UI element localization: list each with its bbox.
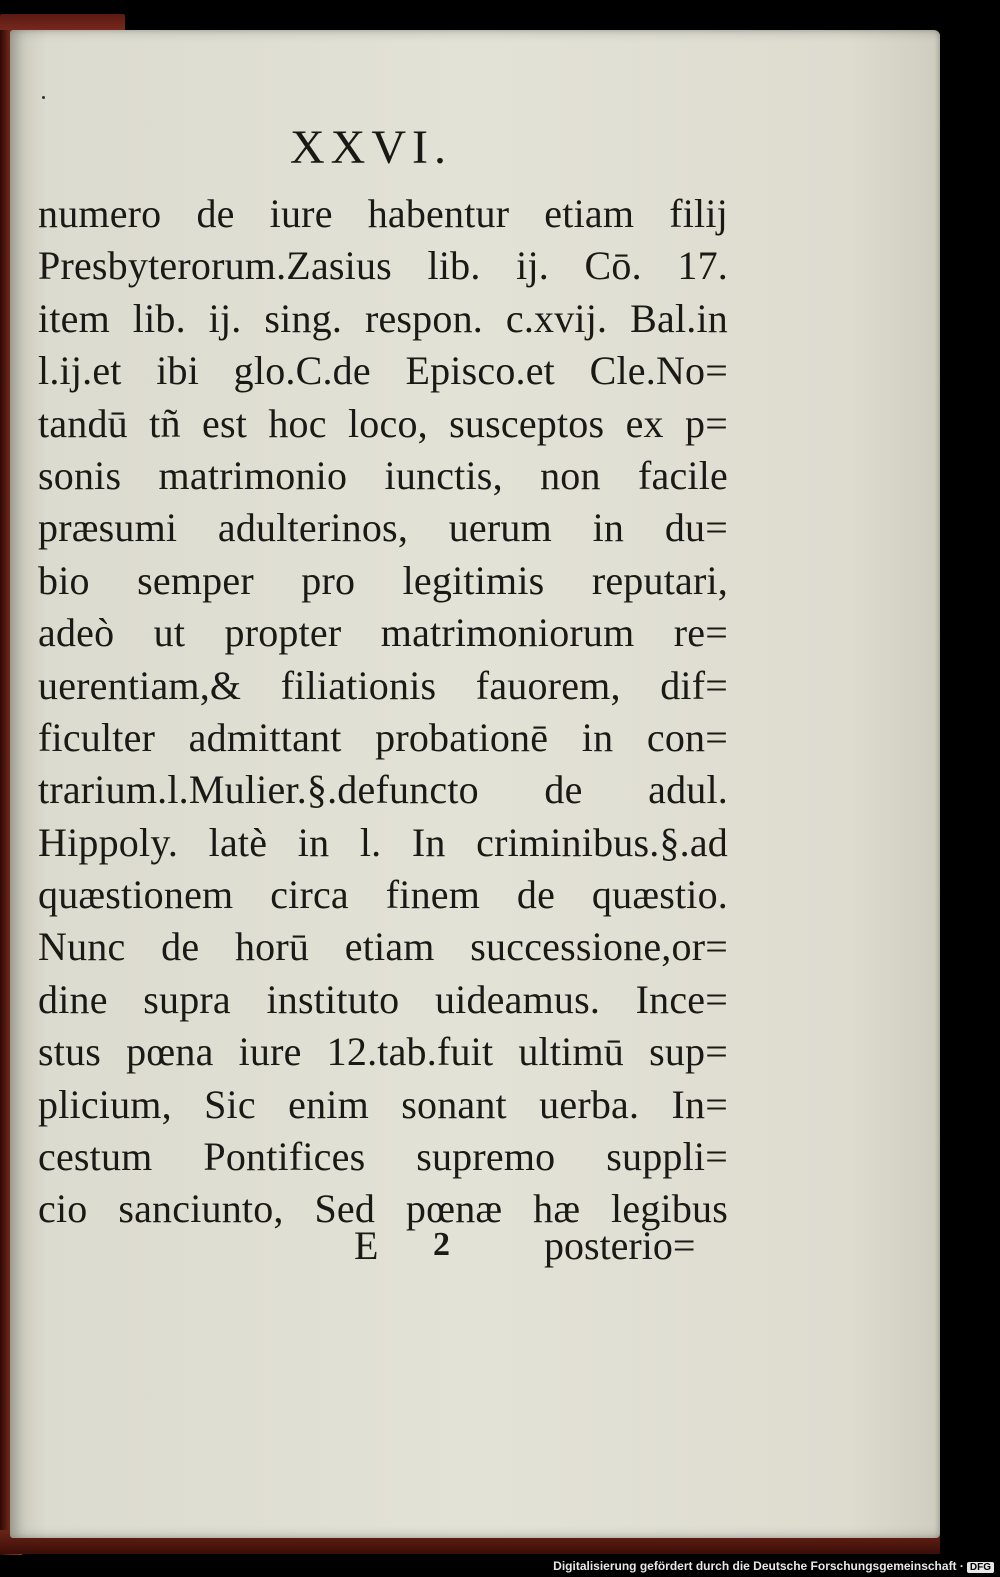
dfg-logo: DFG [967,1562,994,1573]
text-line: plicium, Sic enim sonant uerba. In= [38,1081,728,1127]
text-line: quæstionem circa finem de quæstio. [38,872,728,918]
digitization-credit [553,1559,994,1573]
text-line: stus pœna iure 12.tab.fuit ultimū sup= [38,1029,728,1075]
text-line: item lib. ij. sing. respon. c.xvij. Bal.in [38,295,728,341]
text-line: trarium.l.Mulier.§.defuncto de adul. [38,767,728,813]
text-line: præsumi adulterinos, uerum in du= [38,505,728,551]
text-line: uerentiam,& filiationis fauorem, dif= [38,662,728,708]
running-head: XXVI. [290,121,452,174]
credit-text: Digitalisierung gefördert durch die Deutsche Forschungsgemeinschaft · [553,1559,964,1573]
text-line: Presbyterorum.Zasius lib. ij. Cō. 17. [38,243,728,289]
text-line: cestum Pontifices supremo suppli= [38,1134,728,1180]
text-line: dine supra instituto uideamus. Ince= [38,976,728,1022]
text-line: bio semper pro legitimis reputari, [38,557,728,603]
text-line: l.ij.et ibi glo.C.de Episco.et Cle.No= [38,348,728,394]
ink-spot [42,96,45,99]
text-line: Hippoly. latè in l. In criminibus.§.ad [38,819,728,865]
signature-line [38,1222,728,1278]
body-text [38,188,728,1236]
text-line: Nunc de horū etiam successione,or= [38,924,728,970]
text-line: numero de iure habentur etiam filij [38,191,728,236]
text-line: tandū tñ est hoc loco, susceptos ex p= [38,400,728,446]
text-line: cio sanciunto, Sed pœnæ hæ legibus [38,1186,728,1232]
signature-mark: E [354,1223,379,1268]
text-line: sonis matrimonio iunctis, non facile [38,452,728,498]
text-line: ficulter admittant probationē in con= [38,714,728,760]
text-line: adeò ut propter matrimoniorum re= [38,610,728,656]
catchword: posterio= [544,1223,696,1268]
signature-number: 2 [433,1226,450,1263]
